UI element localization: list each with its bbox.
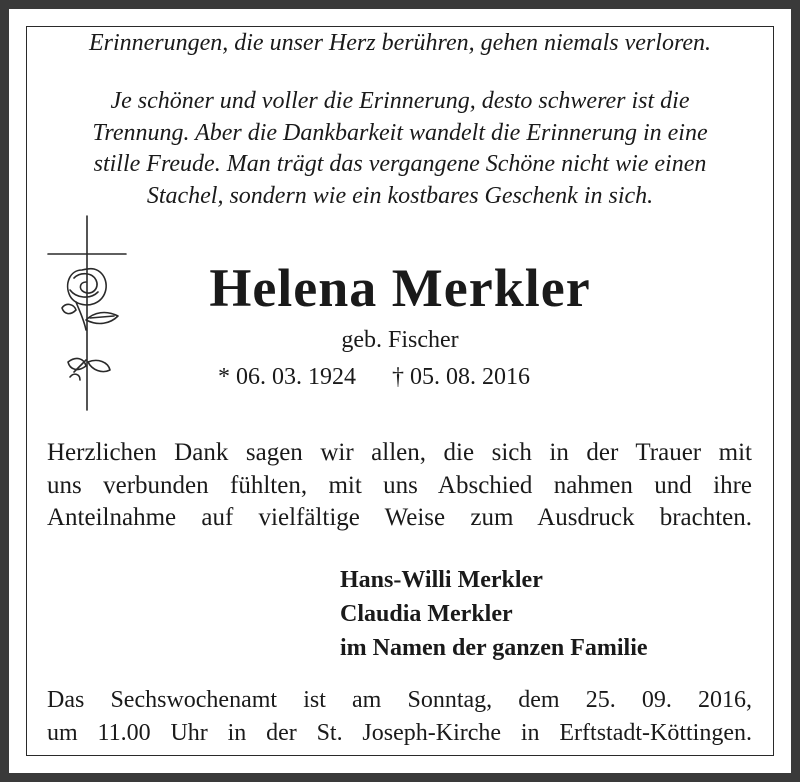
signer: Claudia Merkler bbox=[340, 601, 513, 627]
service-line: Das Sechswochenamt ist am Sonntag, dem 25. 09. 2016, bbox=[47, 687, 752, 713]
birth-date: * 06. 03. 1924 bbox=[218, 364, 356, 390]
service-line: um 11.00 Uhr in der St. Joseph-Kirche in Erftstadt-Köttingen. bbox=[47, 720, 752, 746]
quote-line: stille Freude. Man trägt das vergangene Schöne nicht wie einen bbox=[93, 151, 707, 177]
death-date: † 05. 08. 2016 bbox=[392, 364, 530, 390]
quote-line: Trennung. Aber die Dankbarkeit wandelt die Erinnerung in eine bbox=[92, 119, 708, 146]
service-notice bbox=[47, 684, 752, 750]
thanks-line: Anteilnahme auf vielfältige Weise zum Ausdruck brachten. bbox=[47, 504, 752, 531]
signer: im Namen der ganzen Familie bbox=[340, 635, 648, 661]
thanks-line: Herzlichen Dank sagen wir allen, die sich in der Trauer mit bbox=[47, 439, 752, 466]
signers bbox=[340, 563, 648, 665]
deceased-name: Helena Merkler bbox=[209, 258, 591, 318]
motto: Erinnerungen, die unser Herz berühren, gehen niemals verloren. bbox=[88, 30, 712, 56]
thanks-text bbox=[47, 437, 752, 535]
quote bbox=[50, 86, 750, 212]
life-dates bbox=[218, 360, 530, 394]
quote-line: Je schöner und voller die Erinnerung, desto schwerer ist die bbox=[110, 88, 690, 114]
maiden-name: geb. Fischer bbox=[341, 327, 459, 353]
quote-line: Stachel, sondern wie ein kostbares Geschenk in sich. bbox=[146, 182, 654, 209]
thanks-line: uns verbunden fühlten, mit uns Abschied nahmen und ihre bbox=[47, 471, 752, 499]
signer: Hans-Willi Merkler bbox=[340, 567, 543, 593]
